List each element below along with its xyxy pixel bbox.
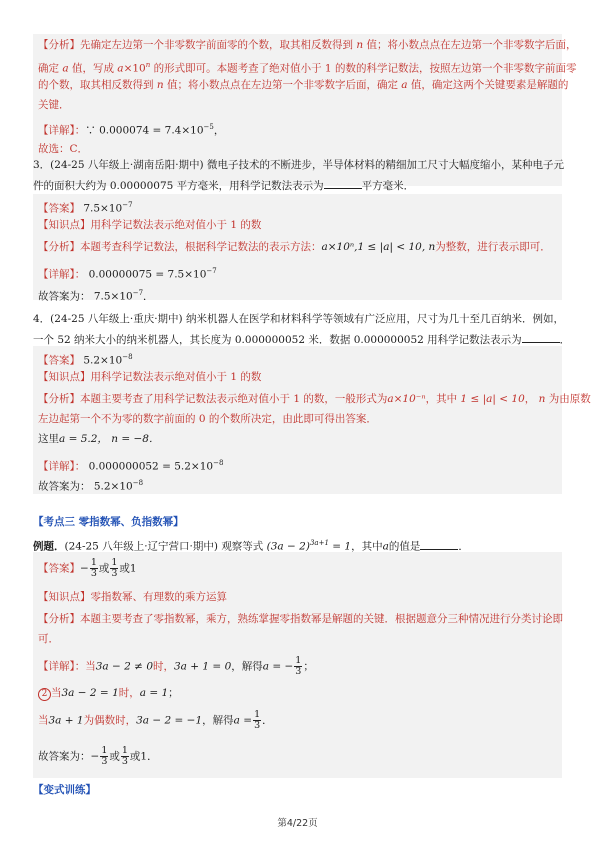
example-knowledge: 【知识点】零指数幂、有理数的乘方运算 xyxy=(38,591,227,603)
question-3-line-2: 件的面积大约为 0.00000075 平方毫米，用科学记数法表示为 平方毫米． xyxy=(33,180,415,192)
example-answer: 【答案】− $\frac{1}{3}$ 或 $\frac{1}{3}$ 或1 xyxy=(38,557,137,579)
example-detail-3: 当3a + 1为偶数时，3a − 2 = −1，解得a = $\frac{1}{3}$ ． xyxy=(38,709,273,731)
q3-analysis: 【分析】本题考查科学记数法，根据科学记数法的表示方法：a×10ⁿ,1 ≤ |a| < 10, n为整数，进行表示即可． xyxy=(38,241,551,253)
choice-line: 故选：C． xyxy=(38,143,89,155)
answer-blank xyxy=(324,178,362,189)
q4-here: 这里a = 5.2， n = −8． xyxy=(38,433,160,445)
question-4-line-1: 4．(24-25 八年级上·重庆·期中) 纳米机器人在医学和材料科学等领域有广泛应用，尺寸为几十至几百纳米．例如， xyxy=(33,313,564,325)
detail-line: 【详解】：∵ $0.000074 = 7.4\times 10^{-5}$， xyxy=(38,123,225,137)
answer-blank xyxy=(522,332,560,343)
q3-knowledge: 【知识点】用科学记数法表示绝对值小于 1 的数 xyxy=(38,219,262,231)
page-footer: 第4/22页 xyxy=(277,818,318,829)
example-detail-2: 2 当3a − 2 = 1时，a = 1； xyxy=(38,686,179,701)
example-question: 例题．(24-25 八年级上·辽宁营口·期中) 观察等式 $(3a - 2)^{3a+1} = 1$，其中a的值是 ． xyxy=(33,539,469,553)
question-4-line-2: 一个 52 纳米大小的纳米机器人，其长度为 0.000000052 米．数据 0.000000052 用科学记数法表示为 ． xyxy=(33,334,571,346)
example-analysis-1: 【分析】本题主要考查了零指数幂，乘方，熟练掌握零指数幂是解题的关键．根据题意分三种情况进行分类讨论即 xyxy=(38,613,563,625)
circled-number-icon: 2 xyxy=(38,688,51,701)
analysis-line-1: 【分析】先确定左边第一个非零数字前面零的个数，取其相反数得到 n 值；将小数点点在左边第一个非零数字后面， xyxy=(38,39,577,51)
q3-detail: 【详解】： $0.00000075 = 7.5\times 10^{-7}$ xyxy=(38,267,217,281)
question-3-line-1: 3．(24-25 八年级上·湖南岳阳·期中) 微电子技术的不断进步，半导体材料的精细加工尺寸大幅度缩小，某种电子元 xyxy=(33,159,564,171)
q4-final: 故答案为： $5.2\times 10^{-8}$ xyxy=(38,479,144,493)
answer-blank xyxy=(420,539,458,550)
q4-analysis-2: 左边起第一个不为零的数字前面的 0 的个数所决定，由此即可得出答案． xyxy=(38,413,377,425)
q4-knowledge: 【知识点】用科学记数法表示绝对值小于 1 的数 xyxy=(38,371,262,383)
q4-analysis-1: 【分析】本题主要考查了用科学记数法表示绝对值小于 1 的数，一般形式为a×10⁻ⁿ，其中 1 ≤ |a| < 10， n 为由原数 xyxy=(38,393,591,405)
q4-answer: 【答案】 $5.2\times 10^{-8}$ xyxy=(38,353,133,367)
analysis-line-3: 的个数，取其相反数得到 n 值；将小数点点在左边第一个非零数字后面，确定 a 值，确定这两个关键要素是解题的 xyxy=(38,79,569,91)
example-detail-1: 【详解】：当3a − 2 ≠ 0时，3a + 1 = 0，解得a = − $\frac{1}{3}$ ； xyxy=(38,655,314,677)
q3-final: 故答案为： $7.5\times 10^{-7}$． xyxy=(38,289,154,303)
q4-detail: 【详解】： $0.000000052 = 5.2\times 10^{-8}$ xyxy=(38,459,224,473)
analysis-line-2: 确定 a 值，写成 $a\times 10^n$ 的形式即可。本题考查了绝对值小于 1 的数的科学记数法，按照左边第一个非零数字前面零 xyxy=(38,61,577,75)
section-title: 【考点三 零指数幂、负指数幂】 xyxy=(33,516,184,528)
analysis-line-4: 关键． xyxy=(38,99,70,111)
q3-answer: 【答案】 $7.5\times 10^{-7}$ xyxy=(38,201,133,215)
example-final: 故答案为：− $\frac{1}{3}$ 或 $\frac{1}{3}$ 或1． xyxy=(38,745,158,767)
example-analysis-2: 可． xyxy=(38,633,59,645)
variant-training-title: 【变式训练】 xyxy=(33,784,96,796)
